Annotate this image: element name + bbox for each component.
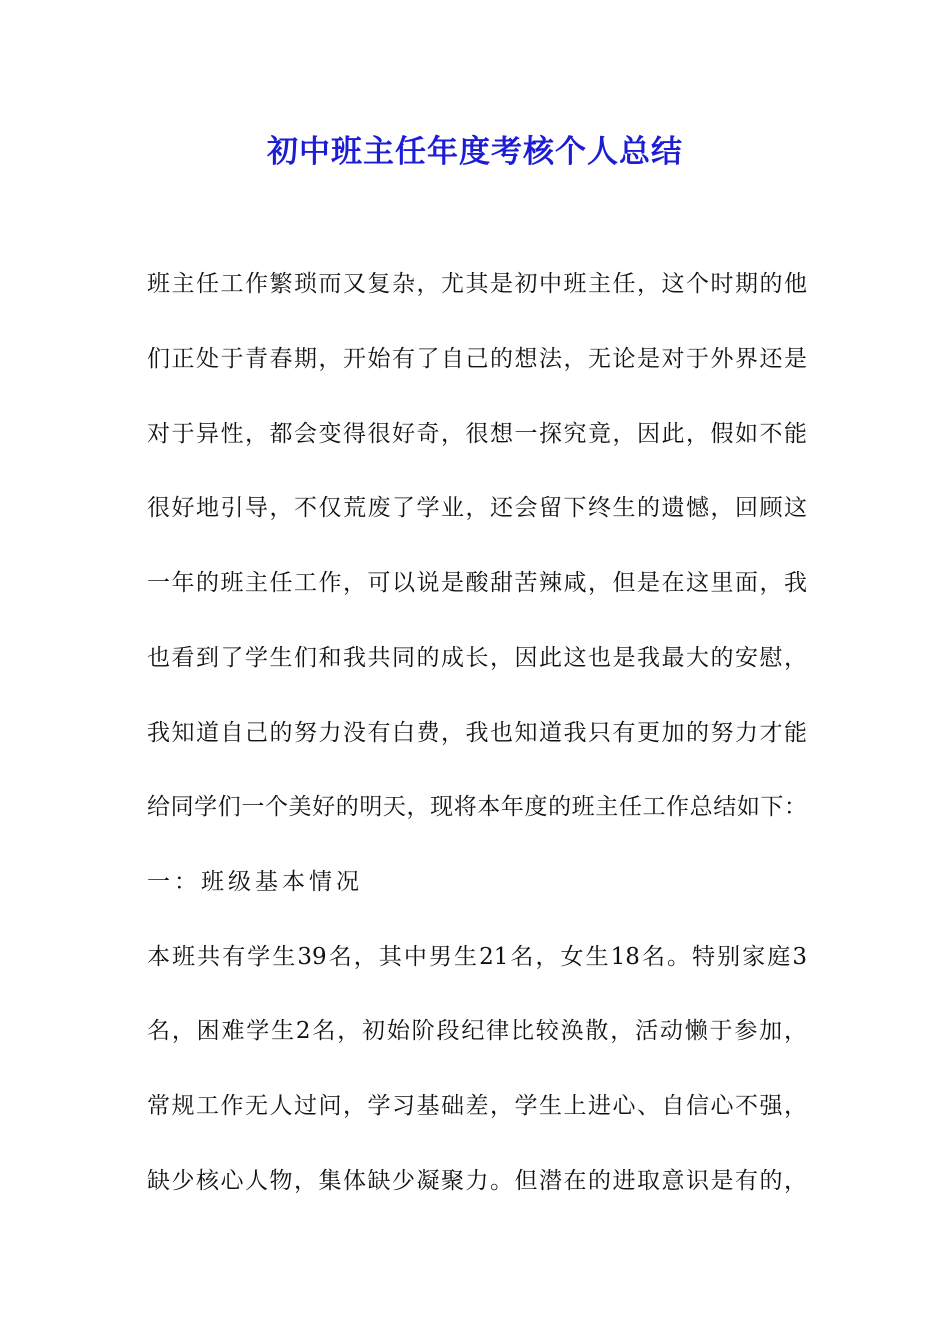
body-line-4: 很好地引导，不仅荒废了学业，还会留下终生的遗憾，回顾这 [147,495,807,521]
body-line-2: 们正处于青春期，开始有了自己的想法，无论是对于外界还是 [147,346,807,372]
body-line-6: 也看到了学生们和我共同的成长，因此这也是我最大的安慰， [147,645,807,671]
body-line-8: 给同学们一个美好的明天，现将本年度的班主任工作总结如下： [147,794,807,820]
body-line-1: 班主任工作繁琐而又复杂，尤其是初中班主任，这个时期的他 [147,271,807,297]
section-heading: 一：班级基本情况 [147,869,363,895]
body-line-10: 本班共有学生39名，其中男生21名，女生18名。特别家庭3 [147,944,807,970]
body-line-13: 缺少核心人物，集体缺少凝聚力。但潜在的进取意识是有的， [147,1168,807,1194]
document-title: 初中班主任年度考核个人总结 [267,134,683,170]
body-line-11: 名，困难学生2名，初始阶段纪律比较涣散，活动懒于参加， [147,1018,807,1044]
body-line-12: 常规工作无人过问，学习基础差，学生上进心、自信心不强， [147,1093,807,1119]
body-line-7: 我知道自己的努力没有白费，我也知道我只有更加的努力才能 [147,720,807,746]
body-line-3: 对于异性，都会变得很好奇，很想一探究竟，因此，假如不能 [147,421,807,447]
body-line-5: 一年的班主任工作，可以说是酸甜苦辣咸，但是在这里面，我 [147,570,807,596]
